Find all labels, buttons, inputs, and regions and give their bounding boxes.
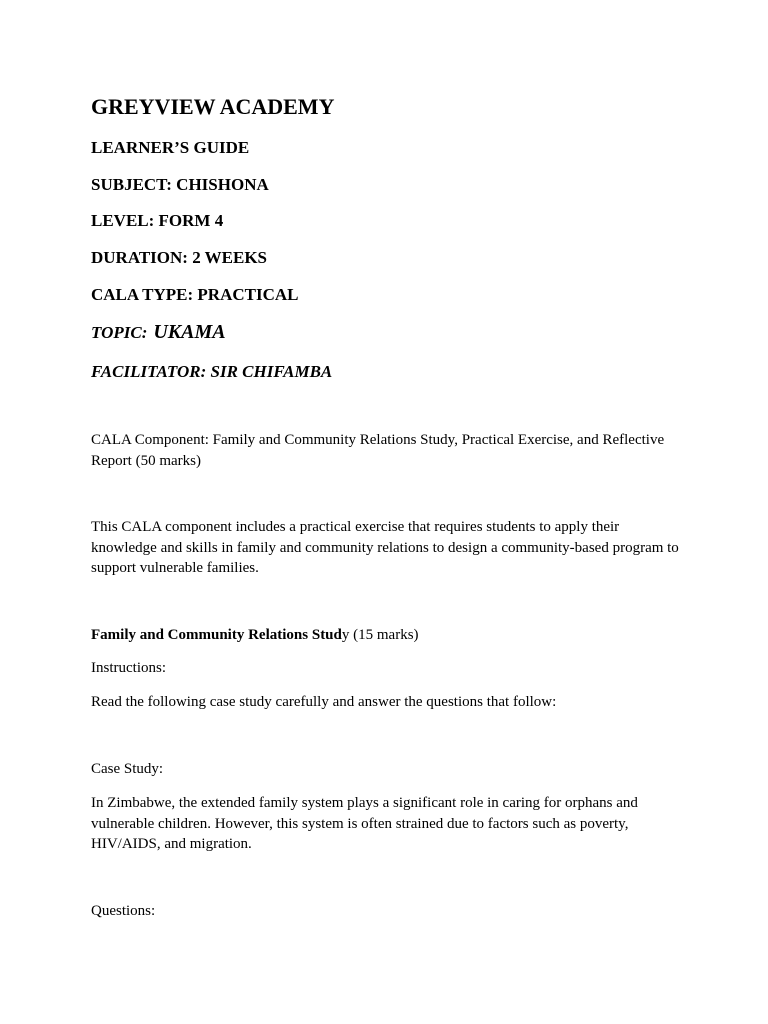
subject-heading: SUBJECT: CHISHONA: [91, 175, 269, 194]
facilitator-heading: FACILITATOR: SIR CHIFAMBA: [91, 362, 333, 381]
level-heading: LEVEL: FORM 4: [91, 211, 224, 230]
case-study-paragraph: In Zimbabwe, the extended family system plays a significant role in caring for orphans and vulnerable children. However, this system is often strained due to factors such as poverty, HIV/AIDS, and migration.: [91, 795, 638, 852]
cala-type-heading: CALA TYPE: PRACTICAL: [91, 285, 299, 304]
guide-heading: LEARNER’S GUIDE: [91, 138, 250, 157]
topic-value: UKAMA: [153, 321, 226, 343]
topic-label: TOPIC:: [91, 323, 148, 342]
section-heading: [91, 625, 681, 646]
section-heading-bold: Family and Community Relations Stud: [91, 627, 342, 643]
intro-paragraph: This CALA component includes a practical exercise that requires students to apply their knowledge and skills in family and community relations to design a community-based program to support vulnerable families.: [91, 519, 679, 576]
case-study-label: Case Study:: [91, 761, 164, 777]
school-title: GREYVIEW ACADEMY: [91, 94, 335, 119]
topic-heading: [91, 322, 226, 343]
cala-component-paragraph: CALA Component: Family and Community Relations Study, Practical Exercise, and Reflective Report (50 marks): [91, 432, 665, 469]
instructions-label: Instructions:: [91, 660, 166, 676]
section-heading-marks: y (15 marks): [341, 627, 419, 643]
instructions-text: Read the following case study carefully and answer the questions that follow:: [91, 694, 557, 710]
questions-label: Questions:: [91, 903, 156, 919]
duration-heading: DURATION: 2 WEEKS: [91, 248, 268, 267]
